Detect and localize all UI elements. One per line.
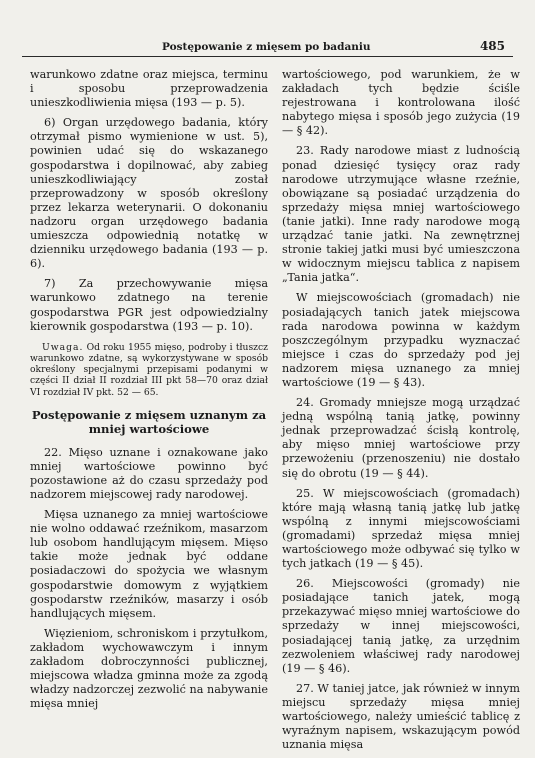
paragraph: 6) Organ urzędowego badania, który otrzymał pismo wymienione w ust. 5), powinien udać się do wskazanego gospodarstwa i dopilnować, aby zabieg unieszkodliwiający został przeprowadzony w sposób określony przez lekarza weterynarii. O dokonaniu nadzoru organ urzędowego badania umieszcza odpowiednią notatkę w dzienniku urzędowego badania (193 — p. 6). [30, 116, 268, 271]
note-lead: Uwaga. [42, 341, 84, 353]
running-header [22, 40, 513, 57]
paragraph: warunkowo zdatne oraz miejsca, terminu i sposobu przeprowadzenia unieszkodliwienia mięsa (193 — p. 5). [30, 68, 268, 110]
paragraph: 24. Gromady mniejsze mogą urządzać jedną wspólną tanią jatkę, powinny jednak przeprowadzać ścisłą kontrolę, aby mięso mniej wartościowe przy przewożeniu (przenoszeniu) nie dostało się do obrotu (19 — § 44). [282, 396, 520, 480]
note [30, 342, 268, 398]
section-heading: Postępowanie z mięsem uznanym za mniej wartościowe [31, 407, 267, 436]
paragraph: 22. Mięso uznane i oznakowane jako mniej wartościowe powinno być pozostawione aż do czasu sprzedaży pod nadzorem miejscowej rady narodowej. [30, 445, 268, 501]
right-column [282, 68, 520, 758]
paragraph: Mięsa uznanego za mniej wartościowe nie wolno oddawać rzeźnikom, masarzom lub osobom handlującym mięsem. Mięso takie może jednak być oddane posiadaczowi do spożycia we własnym gospodarstwie domowym z wyjątkiem gospodarstw rzeźników, masarzy i osób handlujących mięsem. [30, 508, 268, 620]
page-number: 485 [479, 39, 505, 53]
paragraph: 23. Rady narodowe miast z ludnością ponad dziesięć tysięcy oraz rady narodowe utrzymujące własne rzeźnie, obowiązane są posiadać urządzenia do sprzedaży mięsa mniej wartościowego (tanie jatki). Inne rady narodowe mogą urządzać tanie jatki. Na zewnętrznej stronie takiej jatki musi być umieszczona w widocznym miejscu tablica z napisem „Tania jatka“. [282, 144, 520, 285]
paragraph: wartościowego, pod warunkiem, że w zakładach tych będzie ściśle rejestrowana i kontrolowana ilość nabytego mięsa i sposób jego zużycia (19 — § 42). [282, 68, 520, 138]
paragraph: 26. Miejscowości (gromady) nie posiadające tanich jatek, mogą przekazywać mięso mniej wartościowe do sprzedaży w innej miejscowości, posiadającej tanią jatkę, za urzędnim zezwoleniem właściwej rady narodowej (19 — § 46). [282, 577, 520, 675]
paragraph: 25. W miejscowościach (gromadach) które mają własną tanią jatkę lub jatkę wspólną z innymi miejscowościami (gromadami) sprzedaż mięsa mniej wartościowego może odbywać się tylko w tych jatkach (19 — § 45). [282, 486, 520, 571]
note-text: Od roku 1955 mięso, podroby i tłuszcz warunkowo zdatne, są wykorzystywane w sposób określony specjalnymi przepisami podanymi w części II dział II rozdział III pkt 58—70 oraz dział VI rozdział IV pkt. 52 — 65. [30, 341, 268, 398]
paragraph: 27. W taniej jatce, jak również w innym miejscu sprzedaży mięsa mniej wartościowego, należy umieścić tablicę z wyraźnym napisem, wskazującym powód uznania mięsa [282, 681, 520, 752]
left-column [30, 68, 268, 717]
paragraph: 7) Za przechowywanie mięsa warunkowo zdatnego na terenie gospodarstwa PGR jest odpowiedzialny kierownik gospodarstwa (193 — p. 10). [30, 277, 268, 333]
running-title: Postępowanie z mięsem po badaniu [162, 41, 371, 53]
paragraph: Więzieniom, schroniskom i przytułkom, zakładom wychowawczym i innym zakładom dobroczynności publicznej, miejscowa władza gminna może za zgodą władzy nadzorczej zezwolić na nabywanie mięsa mniej [30, 626, 268, 711]
paragraph: W miejscowościach (gromadach) nie posiadających tanich jatek miejscowa rada narodowa powinna w każdym poszczególnym przypadku wyznaczać miejsce i czas do sprzedaży pod jej nadzorem mięsa uznanego za mniej wartościowe (19 — § 43). [282, 291, 520, 389]
